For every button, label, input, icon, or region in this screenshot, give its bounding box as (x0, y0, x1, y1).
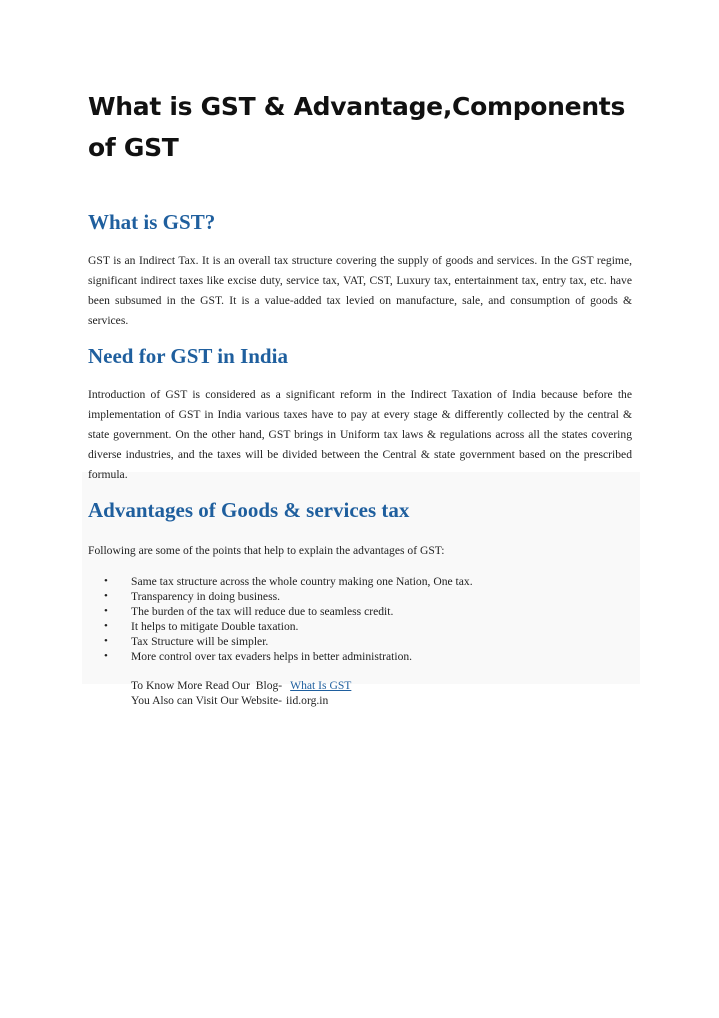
heading-what-is-gst: What is GST? (88, 210, 216, 234)
bullet-icon: • (104, 635, 108, 647)
list-item-text: It helps to mitigate Double taxation. (131, 620, 299, 633)
bullet-icon: • (104, 620, 108, 632)
list-item-text: Transparency in doing business. (131, 590, 280, 603)
links-block (131, 678, 351, 708)
website-row (131, 693, 351, 708)
list-item (104, 649, 473, 664)
blog-row (131, 678, 351, 693)
list-item (104, 574, 473, 589)
list-item (104, 604, 473, 619)
website-label: You Also can Visit Our Website- (131, 694, 283, 707)
list-item-text: More control over tax evaders helps in better administration. (131, 650, 413, 663)
advantages-list (104, 574, 473, 664)
blog-label: To Know More Read Our Blog- (131, 679, 283, 692)
bullet-icon: • (104, 605, 108, 617)
list-item (104, 634, 473, 649)
bullet-icon: • (104, 575, 108, 587)
paragraph-need-for-gst: Introduction of GST is considered as a significant reform in the Indirect Taxation of India because before the implementation of GST in India various taxes have to pay at every stage & differently collected by the central & state government. On the other hand, GST brings in Uniform tax laws & regulations across all the states covering diverse industries, and the taxes will be divided between the Central & state government based on the prescribed formula. (88, 388, 632, 481)
heading-need-for-gst: Need for GST in India (88, 344, 288, 368)
website-text: iid.org.in (286, 694, 329, 707)
blog-link[interactable]: What Is GST (290, 679, 352, 692)
document-title: What is GST & Advantage,Components of GST (88, 92, 626, 162)
bullet-icon: • (104, 650, 108, 662)
bullet-icon: • (104, 590, 108, 602)
list-item-text: The burden of the tax will reduce due to seamless credit. (131, 605, 394, 618)
list-item-text: Same tax structure across the whole country making one Nation, One tax. (131, 575, 473, 588)
paragraph-what-is-gst: GST is an Indirect Tax. It is an overall tax structure covering the supply of goods and services. In the GST regime, significant indirect taxes like excise duty, service tax, VAT, CST, Luxury tax, entertainment tax, entry tax, etc. have been subsumed in the GST. It is a value-added tax levied on manufacture, sale, and consumption of goods & services. (88, 254, 632, 327)
advantages-intro: Following are some of the points that help to explain the advantages of GST: (88, 544, 445, 557)
heading-advantages: Advantages of Goods & services tax (88, 498, 410, 522)
list-item-text: Tax Structure will be simpler. (131, 635, 269, 648)
list-item (104, 589, 473, 604)
list-item (104, 619, 473, 634)
